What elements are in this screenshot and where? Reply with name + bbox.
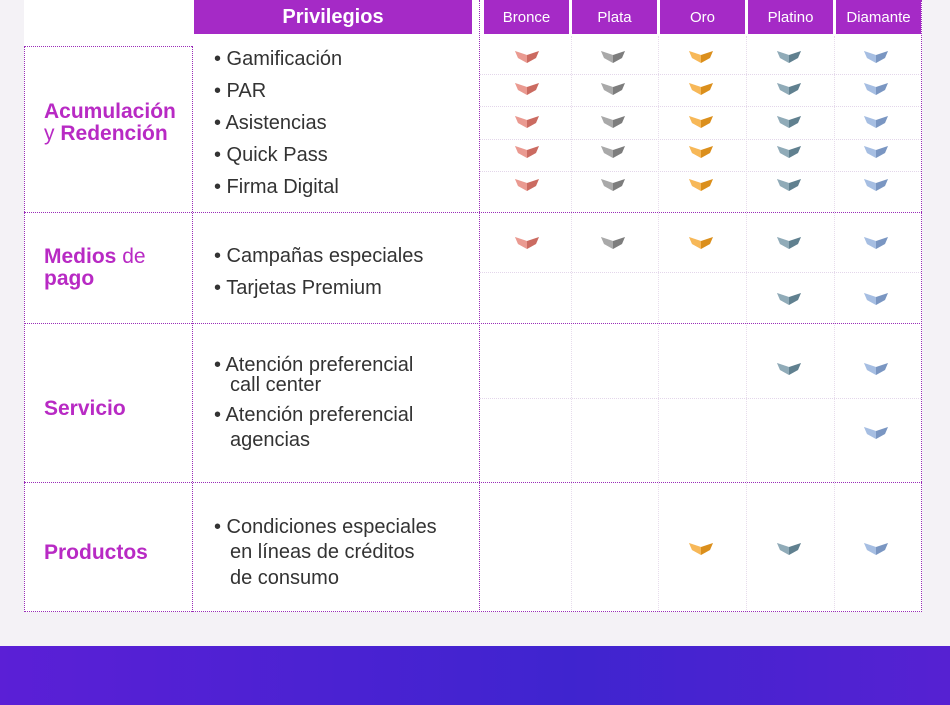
grid-line xyxy=(24,323,922,324)
diamond-badge-icon xyxy=(776,540,802,556)
diamond-badge-icon xyxy=(776,143,802,159)
privilege-item: • Gamificación xyxy=(214,48,343,70)
grid-line xyxy=(480,272,921,273)
header-tier-platino: Platino xyxy=(748,0,833,34)
diamond-badge-icon xyxy=(514,176,540,192)
diamond-badge-icon xyxy=(600,48,626,64)
category-productos xyxy=(44,542,148,564)
diamond-badge-icon xyxy=(776,176,802,192)
diamond-badge-icon xyxy=(863,424,889,440)
header-tier-diamante: Diamante xyxy=(836,0,921,34)
diamond-badge-icon xyxy=(863,540,889,556)
diamond-badge-icon xyxy=(863,80,889,96)
diamond-badge-icon xyxy=(688,48,714,64)
diamond-badge-icon xyxy=(688,176,714,192)
privilege-item-continuation: de consumo xyxy=(230,567,339,589)
grid-line xyxy=(480,139,921,140)
grid-line xyxy=(480,171,921,172)
category-word: pago xyxy=(44,267,95,290)
category-servicio xyxy=(44,398,126,420)
category-acumulacion-redencion xyxy=(44,101,176,145)
privilege-item: • Condiciones especiales xyxy=(214,516,437,538)
privilege-item-continuation: agencias xyxy=(230,429,311,451)
grid-line xyxy=(24,611,922,612)
diamond-badge-icon xyxy=(863,290,889,306)
diamond-badge-icon xyxy=(514,80,540,96)
grid-line xyxy=(479,0,480,612)
footer-band xyxy=(0,646,950,705)
diamond-badge-icon xyxy=(863,176,889,192)
diamond-badge-icon xyxy=(514,143,540,159)
grid-line xyxy=(571,36,572,612)
header-privileges: Privilegios xyxy=(194,0,472,34)
diamond-badge-icon xyxy=(776,360,802,376)
grid-line xyxy=(834,36,835,612)
diamond-badge-icon xyxy=(514,234,540,250)
diamond-badge-icon xyxy=(776,234,802,250)
header-tier-bronce: Bronce xyxy=(484,0,569,34)
privilege-item: • Firma Digital xyxy=(214,176,339,198)
diamond-badge-icon xyxy=(688,234,714,250)
privilege-item: • Tarjetas Premium xyxy=(214,277,382,299)
category-medios-de-pago xyxy=(44,246,146,290)
header-tier-plata: Plata xyxy=(572,0,657,34)
grid-line xyxy=(480,106,921,107)
privilege-item-continuation: call center xyxy=(230,374,322,396)
category-word: Medios xyxy=(44,245,117,268)
diamond-badge-icon xyxy=(863,48,889,64)
privilege-item: • Atención preferencial xyxy=(214,404,414,426)
diamond-badge-icon xyxy=(863,234,889,250)
diamond-badge-icon xyxy=(514,113,540,129)
diamond-badge-icon xyxy=(600,234,626,250)
header-tier-oro: Oro xyxy=(660,0,745,34)
diamond-badge-icon xyxy=(688,113,714,129)
privilege-item: • Asistencias xyxy=(214,112,327,134)
diamond-badge-icon xyxy=(600,113,626,129)
category-word: Productos xyxy=(44,541,148,564)
diamond-badge-icon xyxy=(863,143,889,159)
privilege-item: • Campañas especiales xyxy=(214,245,424,267)
privilege-item: • PAR xyxy=(214,80,267,102)
privilege-item-continuation: en líneas de créditos xyxy=(230,541,415,563)
diamond-badge-icon xyxy=(688,80,714,96)
diamond-badge-icon xyxy=(863,113,889,129)
grid-line xyxy=(746,36,747,612)
category-word: Acumulación xyxy=(44,100,176,123)
grid-line xyxy=(921,0,922,612)
diamond-badge-icon xyxy=(600,176,626,192)
grid-line xyxy=(24,46,192,47)
grid-line xyxy=(480,74,921,75)
diamond-badge-icon xyxy=(688,143,714,159)
grid-line xyxy=(24,482,922,483)
category-word: Redención xyxy=(60,122,168,145)
diamond-badge-icon xyxy=(863,360,889,376)
grid-line xyxy=(192,46,193,612)
diamond-badge-icon xyxy=(776,113,802,129)
diamond-badge-icon xyxy=(776,80,802,96)
category-word: de xyxy=(122,245,146,268)
diamond-badge-icon xyxy=(600,143,626,159)
diamond-badge-icon xyxy=(688,540,714,556)
category-word: y xyxy=(44,122,55,145)
privilege-item: • Quick Pass xyxy=(214,144,328,166)
category-word: Servicio xyxy=(44,397,126,420)
diamond-badge-icon xyxy=(600,80,626,96)
grid-line xyxy=(658,36,659,612)
diamond-badge-icon xyxy=(514,48,540,64)
privilege-item: • Atención preferencial xyxy=(214,354,414,376)
diamond-badge-icon xyxy=(776,290,802,306)
grid-line xyxy=(24,46,25,612)
diamond-badge-icon xyxy=(776,48,802,64)
grid-line xyxy=(480,398,921,399)
grid-line xyxy=(24,212,922,213)
